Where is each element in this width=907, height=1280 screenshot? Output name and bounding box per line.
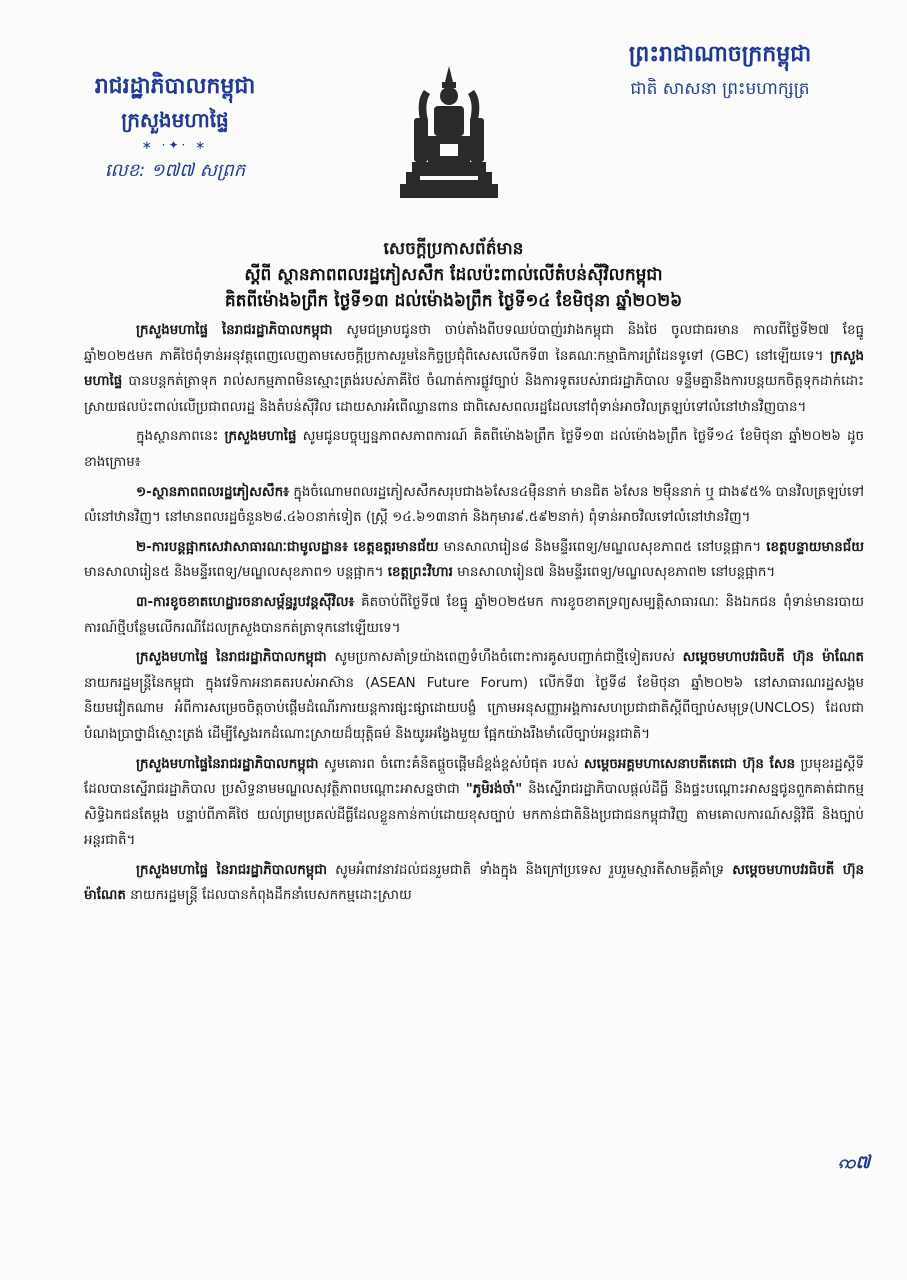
bold-text: ១-ស្ថានភាពពលរដ្ឋភៀសសឹក៖ [136,484,290,500]
paragraph-5 [84,590,864,641]
title-line-3: គិតពីម៉ោង៦ព្រឹក ថ្ងៃទី១៣ ដល់ម៉ោង៦ព្រឹក ថ្ងៃទី១៤ ខែមិថុនា ឆ្នាំ២០២៦ [224,291,683,311]
text: គិតចាប់ពីថ្ងៃទី៧ ខែធ្នូ ឆ្នាំ២០២៥មក ការខូចខាតទ្រព្យសម្បត្តិសាធារណៈ និងឯកជន ពុំទាន់មានរបាយការណ៍ថ្មីបន្ថែមលើករណីដែលក្រសួងបានកត់ត្រាទុកនៅឡើយទេ។ [84,594,864,636]
bold-text: សម្តេចមហាបវរធិបតី ហ៊ុន ម៉ាណែត [84,862,864,904]
paragraph-7 [84,752,864,854]
royal-emblem-icon [394,60,504,210]
text: សូមជូនបច្ចុប្បន្នភាពសភាពការណ៍ គិតពីម៉ោង៦ព្រឹក ថ្ងៃទី១៣ ដល់ម៉ោង៦ព្រឹក ថ្ងៃទី១៤ ខែមិថុនា ឆ្នាំ២០២៦ ដូចខាងក្រោម៖ [84,429,865,470]
text: ក្នុងចំណោមពលរដ្ឋភៀសសឹកសរុបជាង៦សែន៤ម៉ឺននាក់ មានជិត ៦សែន ២ម៉ឺននាក់ ឬ ជាង៩៥% បានវិលត្រឡប់ទៅលំនៅឋានវិញ។ នៅមានពលរដ្ឋចំនួន២៨.៤៦០នាក់ទៀត (ស្ត្រី ១៤.៦១៣នាក់ និងកុមារ៩.៥៩២នាក់) ពុំទាន់អាចវិលទៅលំនៅឋានវិញ។ [84,484,864,526]
bold-text: សម្តេចមហាបវរធិបតី ហ៊ុន ម៉ាណែត [682,650,864,666]
ministry-name: ក្រសួងមហាផ្ទៃ [121,108,229,132]
text: សូមអំពាវនាវដល់ជនរួមជាតិ ទាំងក្នុង និងក្រៅប្រទេស រួបរួមស្មារតីសាមគ្គីគាំទ្រ [327,862,733,878]
letterhead-left [60,72,290,185]
title-line-1: សេចក្តីប្រកាសព័ត៌មាន [383,239,524,259]
text: ប្រមុខរដ្ឋស្តីទី ដែលបានស្នើរាជរដ្ឋាភិបាល ប្រសិទ្ធនាមមណ្ឌលសុវត្ថិភាពបណ្តោះអាសន្នថាជា [84,756,864,798]
text: មានសាលារៀន៨ និងមន្ទីរពេទ្យ/មណ្ឌលសុខភាព៥ នៅបន្តផ្អាក។ [438,539,767,555]
ornament-divider: ∗ ·✦· ∗ [141,138,209,152]
bold-text: "ភូមិរង់ចាំ" [465,782,523,798]
document-body [84,318,864,913]
bold-text: សម្តេចអគ្គមហាសេនាបតីតេជោ ហ៊ុន សែន [583,756,796,772]
text: មានសាលារៀន៧ និងមន្ទីរពេទ្យ/មណ្ឌលសុខភាព២ នៅបន្តផ្អាក។ [452,565,776,581]
paragraph-2 [84,424,864,475]
kingdom-name: ព្រះរាជាណាចក្រកម្ពុជា [628,42,812,67]
text: នាយករដ្ឋមន្ត្រី ដែលបានកំពុងដឹកនាំបេសកកម្មដោះស្រាយ [125,888,412,904]
bold-text: ៣-ការខូចខាតហេដ្ឋារចនាសម្ព័ន្ធរូបវន្តស៊ីវិល៖ [136,594,355,610]
text: សូមជម្រាបជូនថា ចាប់តាំងពីបទឈប់បាញ់រវាងកម្ពុជា និងថៃ ចូលជាធរមាន កាលពីថ្ងៃទី២៧ ខែធ្នូ ឆ្នាំ២០២៥មក ភាគីថៃពុំទាន់អនុវត្តពេញលេញតាមសេចក្តីប្រកាសរួមនៃកិច្ចប្រជុំពិសេសលើកទី៣ នៃគណៈកម្មាធិការព្រំដែនទូទៅ (GBC) នៅឡើយទេ។ [84,323,864,364]
bold-text: ក្រសួងមហាផ្ទៃ [84,348,864,390]
letterhead-right [590,40,850,102]
paragraph-1 [84,318,864,420]
text: សូមប្រកាសគាំទ្រយ៉ាងពេញទំហឹងចំពោះការគូសបញ្ជាក់ជាថ្មីទៀតរបស់ [326,650,683,666]
bold-text: ក្រសួងមហាផ្ទៃ នៃរាជរដ្ឋាភិបាលកម្ពុជា [136,650,327,666]
title-line-2: ស្តីពី ស្ថានភាពពលរដ្ឋភៀសសឹក ដែលប៉ះពាល់លើតំបន់ស៊ីវិលកម្ពុជា [244,265,663,285]
bold-text: ក្រសួងមហាផ្ទៃ នៃរាជរដ្ឋាភិបាលកម្ពុជា [136,862,327,878]
bold-text: ក្រសួងមហាផ្ទៃនៃរាជរដ្ឋាភិបាលកម្ពុជា [136,756,319,772]
national-motto: ជាតិ សាសនា ព្រះមហាក្សត្រ [630,79,810,99]
initial-mark: ꩡ៧ [838,1152,871,1173]
text: បានបន្តកត់ត្រាទុក រាល់សកម្មភាពមិនស្មោះត្រង់របស់ភាគីថៃ ចំណាត់ការផ្លូវច្បាប់ និងការទូតរបស់រាជរដ្ឋាភិបាល ទន្ទឹមគ្នានឹងការបន្តយកចិត្តទុកដាក់ដោះស្រាយផលប៉ះពាល់លើប្រជាពលរដ្ឋ និងតំបន់ស៊ីវិល ដោយសារអំពើឈ្លានពាន ជាពិសេសពលរដ្ឋដែលនៅពុំទាន់អាចវិលត្រឡប់ទៅលំនៅឋានវិញបាន។ [84,374,864,415]
paragraph-4 [84,535,864,586]
paragraph-3 [84,480,864,531]
bold-text: ក្រសួងមហាផ្ទៃ [224,429,297,445]
paragraph-8 [84,858,864,909]
paragraph-6 [84,645,864,747]
bold-text: ២-ការបន្តផ្អាកសេវាសាធារណៈជាមូលដ្ឋាន៖ ខេត្តឧត្តរមានជ័យ [136,539,439,555]
document-title [40,236,867,314]
document-number: លេខ: ១៧៧ សព្រក [104,160,246,181]
text: នាយករដ្ឋមន្ត្រីនៃកម្ពុជា ក្នុងវេទិកាអនាគតរបស់អាស៊ាន (ASEAN Future Forum) លើកទី៣ ថ្ងៃទី៨ ខែមិថុនា ឆ្នាំ២០២៦ នៅសាធារណរដ្ឋសង្គមនិយមវៀតណាម អំពីការសម្រេចចិត្តចាប់ផ្តើមដំណើរការយន្តការផ្សះផ្សាដោយបង្ខំ ក្រោមអនុសញ្ញាអង្គការសហប្រជាជាតិស្តីពីច្បាប់សមុទ្រ(UNCLOS) ដែលជាបំណងប្រាថ្នាដ៏ស្មោះត្រង់ ដើម្បីស្វែងរកដំណោះស្រាយដ៏យុត្តិធម៌ និងយូរអង្វែងមួយ ផ្អែកយ៉ាងរឹងមាំលើច្បាប់អន្តរជាតិ។ [84,675,864,742]
bold-text: ក្រសួងមហាផ្ទៃ នៃរាជរដ្ឋាភិបាលកម្ពុជា [136,323,333,338]
text: ក្នុងស្ថានភាពនេះ [136,429,225,445]
bold-text: ខេត្តបន្ទាយមានជ័យ [766,539,864,555]
bold-text: ខេត្តព្រះវិហារ [387,565,453,581]
government-name: រាជរដ្ឋាភិបាលកម្ពុជា [94,74,256,99]
text: មានសាលារៀន៥ និងមន្ទីរពេទ្យ/មណ្ឌលសុខភាព១ បន្តផ្អាក។ [84,565,388,581]
text: និងស្នើរាជរដ្ឋាភិបាលផ្តល់ដីធ្លី និងផ្ទះបណ្តោះអាសន្នជូនពួកគាត់ជាកម្មសិទ្ធិឯកជនតែម្តង បន្ទាប់ពីភាគីថៃ យល់ព្រមប្រគល់ដីធ្លីដែលខ្លួនកាន់កាប់ដោយខុសច្បាប់ មកកាន់ជាតិនិងប្រជាជនកម្ពុជាវិញ តាមគោលការណ៍សន្តិវិធី និងច្បាប់អន្តរជាតិ។ [84,782,864,849]
text: សូមគោរព ចំពោះគំនិតផ្តួចផ្តើមដ៏ខ្ពង់ខ្ពស់បំផុត របស់ [318,756,584,772]
